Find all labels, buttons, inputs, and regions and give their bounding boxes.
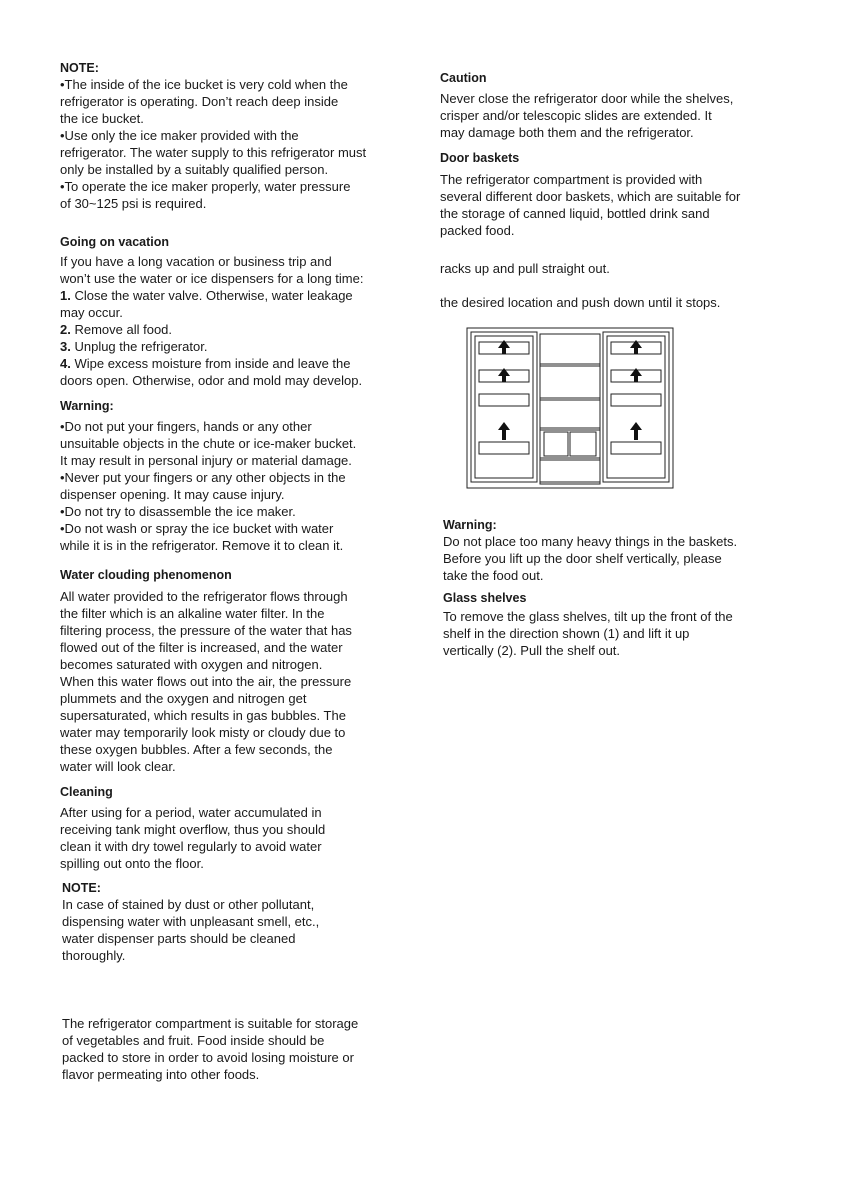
clouding-line: supersaturated, which results in gas bubbles. The bbox=[60, 708, 346, 723]
door-baskets-body bbox=[440, 171, 805, 239]
caution-body bbox=[440, 90, 805, 141]
step-number: 4. bbox=[60, 356, 71, 371]
glass-shelves-section bbox=[443, 590, 805, 659]
note-body bbox=[62, 896, 425, 964]
clouding-line: becomes saturated with oxygen and nitrogen. bbox=[60, 657, 323, 672]
fridge-body-outline bbox=[467, 328, 673, 488]
vacation-step bbox=[60, 287, 425, 304]
basket-warning-body bbox=[443, 533, 805, 584]
caution-heading: Caution bbox=[440, 71, 487, 85]
note-heading: NOTE: bbox=[62, 881, 101, 895]
arrow-up-icon bbox=[498, 422, 510, 440]
clouding-line: When this water flows out into the air, the pressure bbox=[60, 674, 352, 689]
refrigerator-diagram-svg bbox=[466, 324, 674, 492]
vacation-body bbox=[60, 253, 425, 389]
vacation-step bbox=[60, 338, 425, 355]
clouding-line: the filter which is an alkaline water filter. In the bbox=[60, 606, 325, 621]
clouding-line: water will look clear. bbox=[60, 759, 176, 774]
note-line: •The inside of the ice bucket is very cold when the bbox=[60, 77, 348, 92]
vacation-intro-line: If you have a long vacation or business trip and bbox=[60, 254, 332, 269]
note-line: of 30~125 psi is required. bbox=[60, 196, 207, 211]
note-line: thoroughly. bbox=[62, 948, 126, 963]
vacation-section bbox=[60, 234, 425, 389]
basket-warning-line: take the food out. bbox=[443, 568, 544, 583]
clouding-heading: Water clouding phenomenon bbox=[60, 568, 232, 582]
note-heading: NOTE: bbox=[60, 61, 99, 75]
vacation-intro-line: won’t use the water or ice dispensers for a long time: bbox=[60, 271, 364, 286]
caution-line: may damage both them and the refrigerator. bbox=[440, 125, 694, 140]
note-line: the ice bucket. bbox=[60, 111, 144, 126]
right-door-inner bbox=[607, 336, 665, 478]
step-text: Unplug the refrigerator. bbox=[74, 339, 208, 354]
step-number: 2. bbox=[60, 322, 71, 337]
warning-line: •Do not try to disassemble the ice maker. bbox=[60, 504, 296, 519]
note-section-2 bbox=[62, 880, 425, 964]
note-line: In case of stained by dust or other pollutant, bbox=[62, 897, 315, 912]
note-line: •To operate the ice maker properly, water pressure bbox=[60, 179, 351, 194]
storage-line: The refrigerator compartment is suitable for storage bbox=[62, 1016, 359, 1031]
basket-warning-line: Do not place too many heavy things in the baskets. bbox=[443, 534, 738, 549]
clouding-section bbox=[60, 567, 425, 775]
glass-shelves-heading: Glass shelves bbox=[443, 591, 527, 605]
door-baskets-line: several different door baskets, which are suitable for bbox=[440, 189, 741, 204]
door-baskets-section bbox=[440, 150, 805, 310]
basket-warning-heading: Warning: bbox=[443, 518, 497, 532]
warning-body bbox=[60, 418, 425, 554]
warning-line: dispenser opening. It may cause injury. bbox=[60, 487, 285, 502]
glass-shelves-line: To remove the glass shelves, tilt up the front of the bbox=[443, 609, 733, 624]
storage-body bbox=[62, 1015, 425, 1083]
note-section-1 bbox=[60, 60, 425, 212]
step-text: Remove all food. bbox=[74, 322, 173, 337]
storage-line: flavor permeating into other foods. bbox=[62, 1067, 260, 1082]
cleaning-heading: Cleaning bbox=[60, 785, 113, 799]
warning-line: It may result in personal injury or material damage. bbox=[60, 453, 352, 468]
clouding-line: these oxygen bubbles. After a few seconds, the bbox=[60, 742, 333, 757]
basket-warning-section bbox=[443, 517, 805, 584]
door-baskets-heading: Door baskets bbox=[440, 151, 520, 165]
cleaning-line: clean it with dry towel regularly to avoid water bbox=[60, 839, 322, 854]
clouding-line: plummets and the oxygen and nitrogen get bbox=[60, 691, 307, 706]
clouding-line: All water provided to the refrigerator flows through bbox=[60, 589, 348, 604]
vacation-step bbox=[60, 321, 425, 338]
clouding-body bbox=[60, 588, 425, 775]
arrow-up-icon bbox=[630, 422, 642, 440]
storage-section bbox=[62, 1015, 425, 1083]
note-line: water dispenser parts should be cleaned bbox=[62, 931, 296, 946]
glass-shelves-body bbox=[443, 608, 805, 659]
caution-line: crisper and/or telescopic slides are extended. It bbox=[440, 108, 712, 123]
warning-heading: Warning: bbox=[60, 399, 114, 413]
cleaning-section bbox=[60, 784, 425, 872]
warning-line: while it is in the refrigerator. Remove it to clean it. bbox=[60, 538, 344, 553]
storage-line: packed to store in order to avoid losing moisture or bbox=[62, 1050, 354, 1065]
note-body bbox=[60, 76, 425, 212]
caution-line: Never close the refrigerator door while the shelves, bbox=[440, 91, 734, 106]
vacation-heading: Going on vacation bbox=[60, 235, 170, 249]
step-number: 1. bbox=[60, 288, 71, 303]
center-cabinet bbox=[540, 334, 600, 484]
glass-shelves-line: shelf in the direction shown (1) and lift it up bbox=[443, 626, 690, 641]
vacation-step-cont: may occur. bbox=[60, 305, 123, 320]
door-baskets-fragment: the desired location and push down until it stops. bbox=[440, 295, 721, 310]
basket-warning-line: Before you lift up the door shelf vertically, please bbox=[443, 551, 722, 566]
warning-line: •Do not put your fingers, hands or any other bbox=[60, 419, 312, 434]
step-text: Close the water valve. Otherwise, water leakage bbox=[74, 288, 353, 303]
door-baskets-line: the storage of canned liquid, bottled drink sand bbox=[440, 206, 710, 221]
note-line: refrigerator is operating. Don’t reach deep inside bbox=[60, 94, 339, 109]
warning-line: •Do not wash or spray the ice bucket with water bbox=[60, 521, 334, 536]
clouding-line: flowed out of the filter is increased, and the water bbox=[60, 640, 343, 655]
refrigerator-door-baskets-diagram bbox=[466, 324, 674, 492]
vacation-step-cont: doors open. Otherwise, odor and mold may develop. bbox=[60, 373, 363, 388]
step-text: Wipe excess moisture from inside and leave the bbox=[74, 356, 351, 371]
cleaning-line: After using for a period, water accumulated in bbox=[60, 805, 322, 820]
cleaning-body bbox=[60, 804, 425, 872]
cleaning-line: spilling out onto the floor. bbox=[60, 856, 204, 871]
note-line: only be installed by a suitably qualified person. bbox=[60, 162, 329, 177]
warning-line: •Never put your fingers or any other objects in the bbox=[60, 470, 346, 485]
note-line: dispensing water with unpleasant smell, etc., bbox=[62, 914, 320, 929]
cleaning-line: receiving tank might overflow, thus you should bbox=[60, 822, 326, 837]
warning-section bbox=[60, 398, 425, 554]
warning-line: unsuitable objects in the chute or ice-maker bucket. bbox=[60, 436, 357, 451]
caution-section bbox=[440, 70, 805, 141]
vacation-step bbox=[60, 355, 425, 372]
glass-shelves-line: vertically (2). Pull the shelf out. bbox=[443, 643, 621, 658]
left-door-inner bbox=[475, 336, 533, 478]
storage-line: of vegetables and fruit. Food inside should be bbox=[62, 1033, 325, 1048]
step-number: 3. bbox=[60, 339, 71, 354]
door-baskets-line: packed food. bbox=[440, 223, 515, 238]
clouding-line: filtering process, the pressure of the water that has bbox=[60, 623, 352, 638]
door-baskets-fragment: racks up and pull straight out. bbox=[440, 261, 610, 276]
note-line: refrigerator. The water supply to this refrigerator must bbox=[60, 145, 367, 160]
clouding-line: water may temporarily look misty or cloudy due to bbox=[60, 725, 346, 740]
note-line: •Use only the ice maker provided with the bbox=[60, 128, 299, 143]
door-baskets-line: The refrigerator compartment is provided with bbox=[440, 172, 703, 187]
